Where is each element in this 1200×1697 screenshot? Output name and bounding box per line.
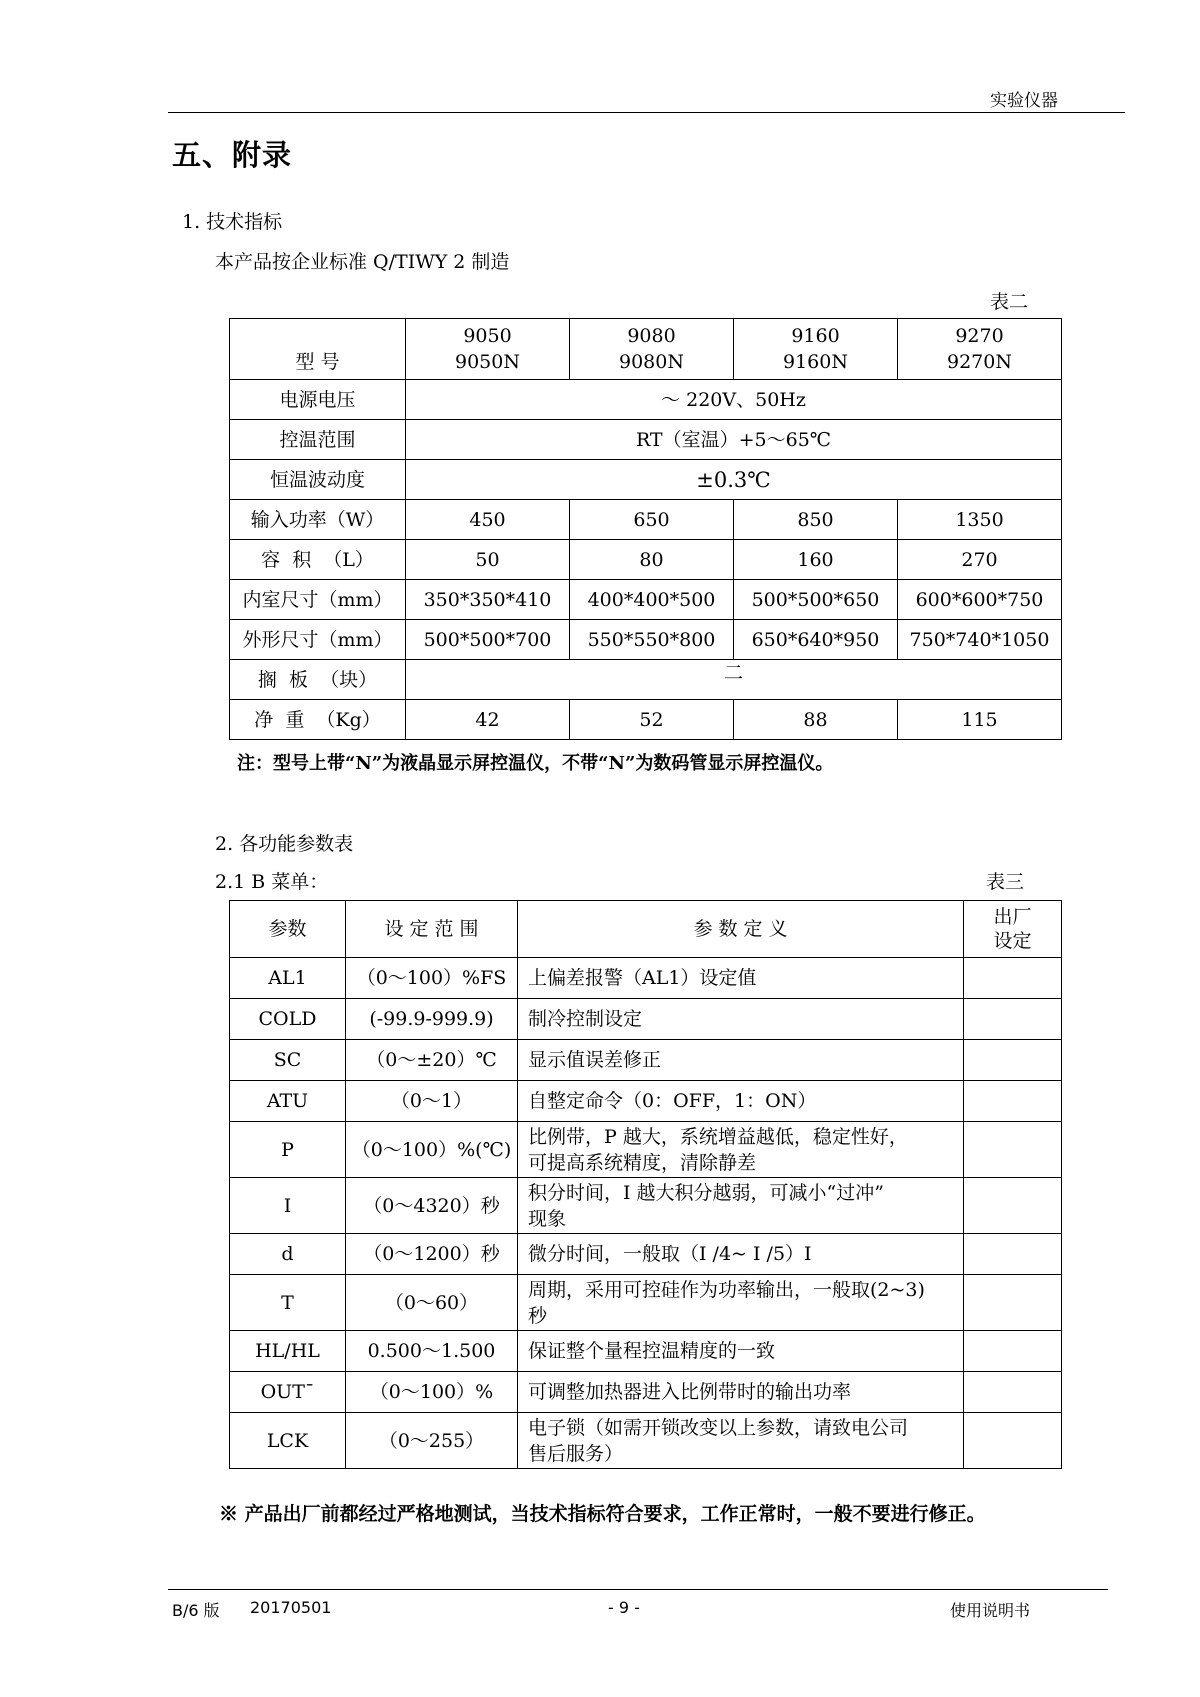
- cell: 52: [570, 700, 734, 740]
- param-range: （0～100）%FS: [346, 958, 518, 999]
- table-row: [230, 660, 1062, 700]
- cell: 350*350*410: [406, 580, 570, 620]
- table-3-label: 表三: [986, 871, 1025, 893]
- model-number-n: 9050N: [455, 351, 520, 373]
- param-range: (-99.9-999.9): [346, 999, 518, 1040]
- param-definition: [518, 1178, 964, 1234]
- header-factory: [964, 901, 1062, 958]
- param-definition: 微分时间，一般取（I /4~ I /5）I: [518, 1234, 964, 1275]
- cell: 600*600*750: [898, 580, 1062, 620]
- cell: 650: [570, 500, 734, 540]
- param-name: COLD: [230, 999, 346, 1040]
- closing-note: ※ 产品出厂前都经过严格地测试，当技术指标符合要求，工作正常时，一般不要进行修正。: [219, 1503, 986, 1525]
- model-number: 9270: [955, 325, 1004, 347]
- param-name: T: [230, 1275, 346, 1331]
- cell: 550*550*800: [570, 620, 734, 660]
- param-range: （0～1200）秒: [346, 1234, 518, 1275]
- row-label: 恒温波动度: [230, 460, 406, 500]
- header-param: 参数: [230, 901, 346, 958]
- cell: 650*640*950: [734, 620, 898, 660]
- header-title: 实验仪器: [990, 91, 1058, 111]
- params-table: [229, 900, 1062, 1469]
- param-name: SC: [230, 1040, 346, 1081]
- cell: 115: [898, 700, 1062, 740]
- table-row: [230, 958, 1062, 999]
- cell: 450: [406, 500, 570, 540]
- cell: 850: [734, 500, 898, 540]
- model-header: 型 号: [230, 319, 406, 380]
- header-factory-line2: 设定: [993, 930, 1032, 952]
- params-subheading: 2.1 B 菜单：: [215, 871, 329, 893]
- header-range: 设 定 范 围: [346, 901, 518, 958]
- cell: 1350: [898, 500, 1062, 540]
- cell: 750*740*1050: [898, 620, 1062, 660]
- row-value: ±0.3℃: [406, 460, 1062, 500]
- cell: 88: [734, 700, 898, 740]
- table-row: [230, 500, 1062, 540]
- table-row: [230, 460, 1062, 500]
- param-definition: [518, 1413, 964, 1469]
- param-range: （0～100）%(℃): [346, 1122, 518, 1178]
- param-range: 0.500～1.500: [346, 1331, 518, 1372]
- param-factory: [964, 1040, 1062, 1081]
- table-row: [230, 540, 1062, 580]
- param-range: （0～60）: [346, 1275, 518, 1331]
- table-row: [230, 1040, 1062, 1081]
- table-row: [230, 999, 1062, 1040]
- param-definition: 显示值误差修正: [518, 1040, 964, 1081]
- model-number-n: 9270N: [947, 351, 1012, 373]
- definition-line2: 售后服务）: [528, 1442, 624, 1465]
- cell: 500*500*650: [734, 580, 898, 620]
- table-row: [230, 380, 1062, 420]
- model-cell: [570, 319, 734, 380]
- table-row: [230, 580, 1062, 620]
- table-row: [230, 620, 1062, 660]
- table-row: [230, 1372, 1062, 1413]
- param-range: （0～±20）℃: [346, 1040, 518, 1081]
- param-factory: [964, 1122, 1062, 1178]
- param-factory: [964, 1372, 1062, 1413]
- row-value: RT（室温）+5～65℃: [406, 420, 1062, 460]
- row-value: ～ 220V、50Hz: [406, 380, 1062, 420]
- row-label: 电源电压: [230, 380, 406, 420]
- tech-intro: 本产品按企业标准 Q/TIWY 2 制造: [215, 251, 510, 273]
- spec-table: [229, 318, 1062, 740]
- row-label: 容 积 （L）: [230, 540, 406, 580]
- header-definition: 参 数 定 义: [518, 901, 964, 958]
- cell: 50: [406, 540, 570, 580]
- param-name: LCK: [230, 1413, 346, 1469]
- table-row: [230, 1331, 1062, 1372]
- table-row: [230, 1275, 1062, 1331]
- param-name: ATU: [230, 1081, 346, 1122]
- row-label: 控温范围: [230, 420, 406, 460]
- param-range: （0～255）: [346, 1413, 518, 1469]
- params-heading: 2. 各功能参数表: [215, 833, 354, 855]
- row-label: 外形尺寸（mm）: [230, 620, 406, 660]
- spec-note: 注：型号上带“N”为液晶显示屏控温仪，不带“N”为数码管显示屏控温仪。: [237, 753, 834, 774]
- param-factory: [964, 1081, 1062, 1122]
- model-cell: [406, 319, 570, 380]
- definition-line1: 比例带，P 越大，系统增益越低，稳定性好，: [528, 1125, 908, 1148]
- table-row: [230, 1234, 1062, 1275]
- table-row: [230, 700, 1062, 740]
- table-row: [230, 901, 1062, 958]
- param-definition: [518, 1122, 964, 1178]
- param-definition: 可调整加热器进入比例带时的输出功率: [518, 1372, 964, 1413]
- param-definition: 自整定命令（0：OFF，1：ON）: [518, 1081, 964, 1122]
- param-definition: [518, 1275, 964, 1331]
- param-factory: [964, 1234, 1062, 1275]
- row-label: 搁 板 （块）: [230, 660, 406, 700]
- cell: 160: [734, 540, 898, 580]
- model-cell: [898, 319, 1062, 380]
- footer-edition: B/6 版: [172, 1601, 220, 1620]
- param-name: d: [230, 1234, 346, 1275]
- model-number: 9160: [791, 325, 840, 347]
- param-factory: [964, 958, 1062, 999]
- table-row: [230, 1178, 1062, 1234]
- row-label: 输入功率（W）: [230, 500, 406, 540]
- row-label: 内室尺寸（mm）: [230, 580, 406, 620]
- model-number-n: 9080N: [619, 351, 684, 373]
- param-name: I: [230, 1178, 346, 1234]
- definition-line1: 电子锁（如需开锁改变以上参数，请致电公司: [528, 1416, 909, 1439]
- footer-rule: [168, 1589, 1108, 1590]
- footer-date: 20170501: [250, 1598, 332, 1617]
- definition-line2: 秒: [528, 1304, 548, 1327]
- definition-line2: 可提高系统精度，清除静差: [528, 1151, 757, 1174]
- definition-line1: 周期，采用可控硅作为功率输出，一般取(2~3): [528, 1278, 925, 1301]
- param-factory: [964, 999, 1062, 1040]
- param-definition: 上偏差报警（AL1）设定值: [518, 958, 964, 999]
- model-number: 9050: [463, 325, 512, 347]
- param-factory: [964, 1413, 1062, 1469]
- tech-heading: 1. 技术指标: [182, 211, 283, 233]
- param-range: （0～1）: [346, 1081, 518, 1122]
- param-name: AL1: [230, 958, 346, 999]
- row-value: 二: [406, 660, 1062, 700]
- param-definition: 制冷控制设定: [518, 999, 964, 1040]
- footer-manual-title: 使用说明书: [950, 1601, 1031, 1620]
- table-row: [230, 1413, 1062, 1469]
- param-range: （0～4320）秒: [346, 1178, 518, 1234]
- table-row: [230, 1122, 1062, 1178]
- param-name: P: [230, 1122, 346, 1178]
- table-row: [230, 420, 1062, 460]
- table-row: [230, 1081, 1062, 1122]
- cell: 500*500*700: [406, 620, 570, 660]
- model-cell: [734, 319, 898, 380]
- cell: 42: [406, 700, 570, 740]
- row-label: 净 重 （Kg）: [230, 700, 406, 740]
- param-name: HL/HL: [230, 1331, 346, 1372]
- param-factory: [964, 1331, 1062, 1372]
- param-definition: 保证整个量程控温精度的一致: [518, 1331, 964, 1372]
- section-title: 五、附录: [172, 138, 293, 172]
- model-number-n: 9160N: [783, 351, 848, 373]
- header-factory-line1: 出厂: [993, 906, 1032, 928]
- table-2-label: 表二: [990, 291, 1029, 313]
- definition-line1: 积分时间，I 越大积分越弱，可减小“过冲”: [528, 1181, 884, 1204]
- header-rule: [168, 112, 1125, 113]
- param-factory: [964, 1178, 1062, 1234]
- cell: 400*400*500: [570, 580, 734, 620]
- cell: 80: [570, 540, 734, 580]
- param-name: OUT¯: [230, 1372, 346, 1413]
- table-row: [230, 319, 1062, 380]
- model-number: 9080: [627, 325, 676, 347]
- param-factory: [964, 1275, 1062, 1331]
- page-number: - 9 -: [608, 1598, 640, 1617]
- param-range: （0～100）%: [346, 1372, 518, 1413]
- cell: 270: [898, 540, 1062, 580]
- definition-line2: 现象: [528, 1207, 567, 1230]
